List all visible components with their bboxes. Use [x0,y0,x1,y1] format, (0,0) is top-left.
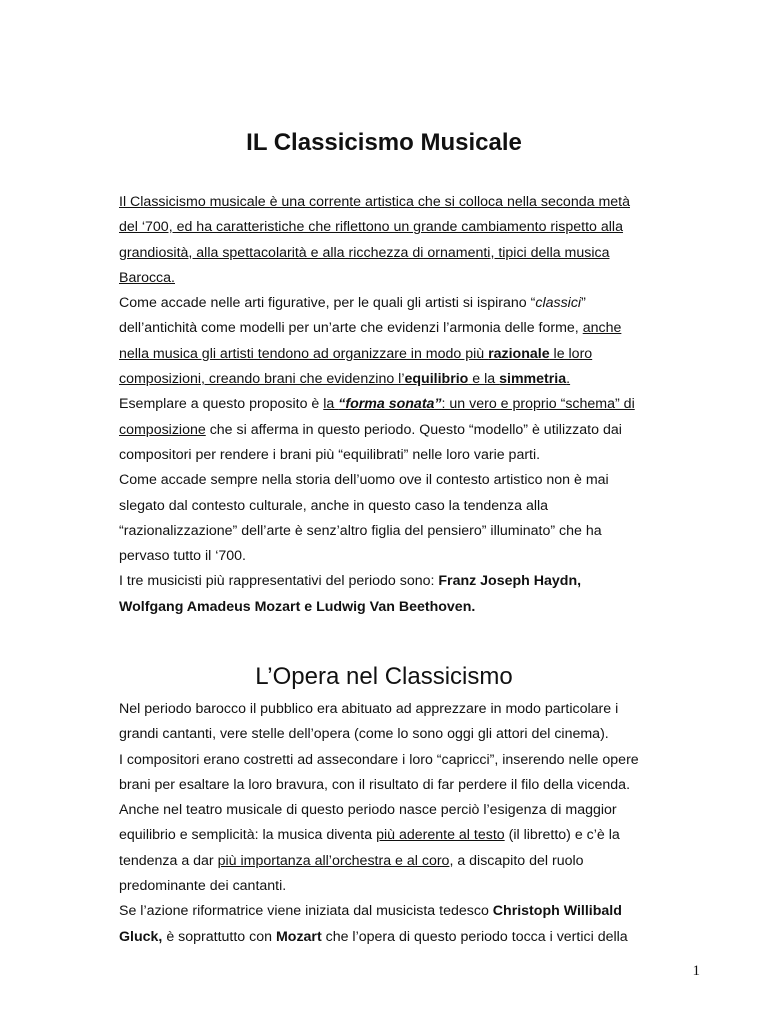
text-span: , a discapito del ruolo [449,852,584,869]
text-span: è soprattutto con [162,928,276,945]
bold-underlined-text: simmetria [499,371,567,388]
italic-text: classici [535,295,582,312]
text-span: Come accade sempre nella storia dell’uomo ove il contesto artistico non è mai [119,472,609,489]
underlined-text: : un vero e proprio “schema” di [441,396,635,413]
bold-text: Gluck, [119,928,163,945]
bold-underlined-text: equilibrio [404,371,469,388]
underlined-text: Barocca. [119,269,175,286]
text-span: I tre musicisti più rappresentativi del periodo sono: [119,573,439,590]
text-span: Anche nel teatro musicale di questo periodo nasce perciò l’esigenza di maggior [119,802,617,819]
text-span: grandi cantanti, vere stelle dell’opera (come lo sono oggi gli attori del cinema). [119,726,609,743]
text-span: brani per esaltare la loro bravura, con il risultato di far perdere il filo della vicenda. [119,776,631,793]
bold-underlined-text: razionale [488,345,550,362]
text-line [119,874,699,899]
text-line [119,367,699,392]
text-line [119,266,699,291]
text-span: I compositori erano costretti ad assecondare i loro “capricci”, inserendo nelle opere [119,751,639,768]
text-span: slegato dal contesto culturale, anche in questo caso la tendenza alla [119,497,549,514]
text-span: Se l’azione riformatrice viene iniziata dal musicista tedesco [119,903,493,920]
text-span: predominante dei cantanti. [119,878,287,895]
text-line [119,342,699,367]
text-line [119,697,699,722]
text-span: dell’antichità come modelli per un’arte che evidenzi l’armonia delle forme, [119,320,583,337]
text-span: Come accade nelle arti figurative, per le quali gli artisti si ispirano “ [119,295,536,312]
text-line [119,241,699,266]
text-line [119,392,699,417]
underlined-text: grandiosità, alla spettacolarità e alla ricchezza di ornamenti, tipici della musica [119,244,610,261]
underlined-text: le loro [549,345,593,362]
underlined-text: e la [468,371,500,388]
text-line [119,748,699,773]
page-title: IL Classicismo Musicale [246,129,522,156]
underlined-text: anche [582,320,622,337]
underlined-text: più aderente al testo [376,827,505,844]
text-span: tendenza a dar [119,852,218,869]
text-line [119,215,699,240]
underlined-text: del ‘700, ed ha caratteristiche che riflettono un grande cambiamento rispetto alla [119,219,623,236]
bold-italic-underlined-text: “forma sonata” [338,396,442,413]
text-span: ” [581,295,586,312]
text-line [119,798,699,823]
text-span: equilibrio e semplicità: la musica diventa [119,827,377,844]
text-span: “razionalizzazione” dell’arte è senz’altro figlia del pensiero” illuminato” che ha [119,522,602,539]
text-line [119,823,699,848]
text-span: che l’opera di questo periodo tocca i vertici della [321,928,628,945]
bold-text: Franz Joseph Haydn, [438,573,582,590]
underlined-text: la [323,396,339,413]
text-line [119,291,699,316]
text-line [119,443,699,468]
text-span: Esemplare a questo proposito è [119,396,324,413]
text-line [119,899,699,924]
page-number: 1 [692,963,700,979]
text-span: che si afferma in questo periodo. Questo “modello” è utilizzato dai [205,421,622,438]
text-line [119,316,699,341]
text-span: Nel periodo barocco il pubblico era abituato ad apprezzare in modo particolare i [119,701,619,717]
underlined-text: composizione [119,421,206,438]
underlined-text: . [566,371,571,388]
section-heading: L’Opera nel Classicismo [255,663,513,690]
bold-text: Mozart [275,928,322,945]
text-line [119,849,699,874]
text-line [119,722,699,747]
text-span: compositori per rendere i brani più “equilibrati” nelle loro varie parti. [119,446,541,463]
text-line [119,190,699,215]
bold-text: Christoph Willibald [492,903,622,920]
text-line [119,595,699,620]
text-line [119,569,699,594]
text-span: pervaso tutto il ‘700. [119,548,246,565]
text-line [119,494,699,519]
text-line [119,773,699,798]
text-line [119,544,699,569]
text-line [119,468,699,493]
text-line [119,925,699,950]
underlined-text: Il Classicismo musicale è una corrente artistica che si colloca nella seconda metà [119,194,630,210]
text-line [119,519,699,544]
underlined-text: composizioni, creando brani che evidenzino l’ [119,371,405,388]
intro-paragraph [119,190,699,620]
opera-paragraph [119,697,699,950]
bold-text: Wolfgang Amadeus Mozart e Ludwig Van Beethoven. [119,598,476,615]
text-span: (il libretto) e c’è la [504,827,620,844]
text-line [119,418,699,443]
underlined-text: nella musica gli artisti tendono ad organizzare in modo più [119,345,489,362]
underlined-text: più importanza all’orchestra e al coro [217,852,450,869]
